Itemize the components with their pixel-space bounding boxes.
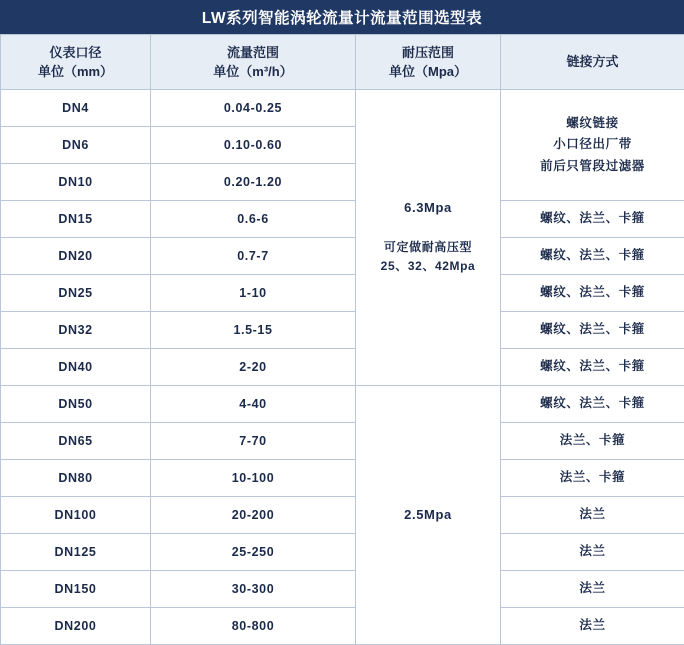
table-body — [1, 90, 684, 645]
connection-line1: 法兰 — [502, 615, 683, 636]
cell-flow-range: 1-10 — [151, 275, 356, 312]
table-row — [1, 571, 684, 608]
cell-flow-range: 0.04-0.25 — [151, 90, 356, 127]
cell-diameter: DN40 — [1, 349, 151, 386]
table-row — [1, 423, 684, 460]
table-row — [1, 608, 684, 645]
cell-flow-range: 80-800 — [151, 608, 356, 645]
cell-diameter: DN150 — [1, 571, 151, 608]
cell-connection-type — [501, 386, 684, 423]
table-row — [1, 90, 684, 127]
cell-flow-range: 10-100 — [151, 460, 356, 497]
table-header — [1, 35, 684, 90]
table-row — [1, 201, 684, 238]
cell-flow-range: 20-200 — [151, 497, 356, 534]
pressure-note-line1: 可定做耐高压型 — [357, 238, 499, 257]
connection-line1: 法兰 — [502, 578, 683, 599]
cell-diameter: DN65 — [1, 423, 151, 460]
table-row — [1, 349, 684, 386]
column-header-diameter-line1: 仪表口径 — [2, 43, 149, 63]
connection-line3: 前后只管段过滤器 — [502, 156, 683, 177]
connection-line1: 螺纹、法兰、卡箍 — [502, 208, 683, 229]
column-header-flow-range-line2: 单位（m³/h） — [152, 62, 354, 82]
table-row — [1, 534, 684, 571]
table-row — [1, 386, 684, 423]
cell-diameter: DN80 — [1, 460, 151, 497]
cell-pressure-range — [356, 386, 501, 645]
column-header-diameter — [1, 35, 151, 90]
pressure-main-value: 6.3Mpa — [357, 198, 499, 219]
cell-diameter: DN6 — [1, 127, 151, 164]
table-row — [1, 497, 684, 534]
cell-flow-range: 7-70 — [151, 423, 356, 460]
table-row — [1, 238, 684, 275]
cell-connection-type — [501, 238, 684, 275]
column-header-pressure — [356, 35, 501, 90]
column-header-pressure-line2: 单位（Mpa） — [357, 62, 499, 82]
column-header-connection-line1: 链接方式 — [502, 52, 683, 72]
cell-flow-range: 30-300 — [151, 571, 356, 608]
column-header-flow-range — [151, 35, 356, 90]
header-row — [1, 35, 684, 90]
table-row — [1, 275, 684, 312]
cell-diameter: DN125 — [1, 534, 151, 571]
cell-diameter: DN100 — [1, 497, 151, 534]
connection-line1: 螺纹、法兰、卡箍 — [502, 356, 683, 377]
pressure-note-line2: 25、32、42Mpa — [357, 257, 499, 276]
cell-diameter: DN200 — [1, 608, 151, 645]
connection-line1: 法兰、卡箍 — [502, 467, 683, 488]
cell-flow-range: 25-250 — [151, 534, 356, 571]
connection-line1: 法兰 — [502, 541, 683, 562]
cell-pressure-range — [356, 90, 501, 386]
cell-connection-type — [501, 423, 684, 460]
connection-line1: 螺纹、法兰、卡箍 — [502, 319, 683, 340]
cell-flow-range: 0.7-7 — [151, 238, 356, 275]
cell-flow-range: 1.5-15 — [151, 312, 356, 349]
cell-flow-range: 0.6-6 — [151, 201, 356, 238]
connection-line1: 螺纹、法兰、卡箍 — [502, 282, 683, 303]
cell-connection-type — [501, 90, 684, 201]
cell-diameter: DN15 — [1, 201, 151, 238]
column-header-pressure-line1: 耐压范围 — [357, 43, 499, 63]
connection-line1: 螺纹链接 — [502, 113, 683, 134]
pressure-main-value: 2.5Mpa — [357, 505, 499, 526]
cell-diameter: DN50 — [1, 386, 151, 423]
cell-flow-range: 0.20-1.20 — [151, 164, 356, 201]
connection-line1: 法兰 — [502, 504, 683, 525]
pressure-spacer — [357, 219, 499, 238]
connection-line1: 螺纹、法兰、卡箍 — [502, 245, 683, 266]
column-header-diameter-line2: 单位（mm） — [2, 62, 149, 82]
cell-connection-type — [501, 275, 684, 312]
page-title: LW系列智能涡轮流量计流量范围选型表 — [0, 0, 684, 34]
cell-flow-range: 2-20 — [151, 349, 356, 386]
cell-diameter: DN10 — [1, 164, 151, 201]
connection-line2: 小口径出厂带 — [502, 134, 683, 155]
cell-diameter: DN25 — [1, 275, 151, 312]
column-header-connection — [501, 35, 684, 90]
table-row — [1, 460, 684, 497]
connection-line1: 法兰、卡箍 — [502, 430, 683, 451]
table-row — [1, 312, 684, 349]
cell-flow-range: 0.10-0.60 — [151, 127, 356, 164]
cell-connection-type — [501, 201, 684, 238]
cell-diameter: DN32 — [1, 312, 151, 349]
cell-diameter: DN20 — [1, 238, 151, 275]
column-header-flow-range-line1: 流量范围 — [152, 43, 354, 63]
cell-connection-type — [501, 497, 684, 534]
cell-connection-type — [501, 312, 684, 349]
cell-connection-type — [501, 349, 684, 386]
flow-range-table — [0, 34, 684, 645]
connection-line1: 螺纹、法兰、卡箍 — [502, 393, 683, 414]
cell-connection-type — [501, 608, 684, 645]
cell-diameter: DN4 — [1, 90, 151, 127]
cell-flow-range: 4-40 — [151, 386, 356, 423]
cell-connection-type — [501, 534, 684, 571]
cell-connection-type — [501, 571, 684, 608]
cell-connection-type — [501, 460, 684, 497]
